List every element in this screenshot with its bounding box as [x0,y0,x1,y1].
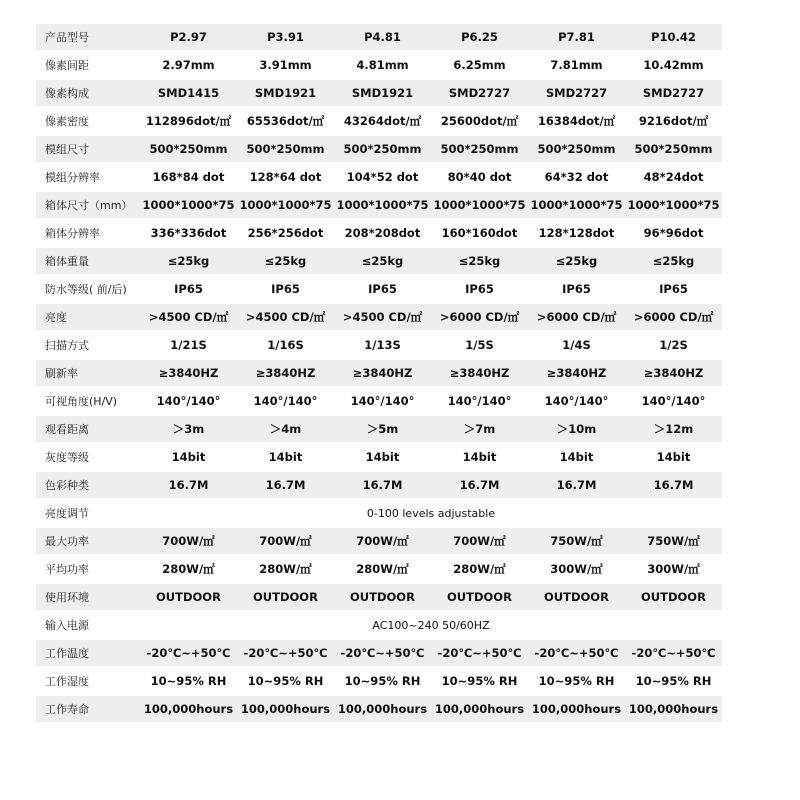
row-label: 输入电源 [36,612,140,640]
spec-value: 14bit [625,444,722,472]
spec-table [36,24,722,724]
row-label: 箱体尺寸（mm） [36,192,140,220]
spec-row [36,528,722,556]
spec-value: ＞10m [528,416,625,444]
spec-value: 16.7M [237,472,334,500]
spec-value: 16.7M [140,472,237,500]
spec-row [36,52,722,80]
spec-row [36,472,722,500]
spec-value: ≤25kg [625,248,722,276]
spec-value: ≥3840HZ [140,360,237,388]
spec-value: -20℃~+50℃ [431,640,528,668]
spec-row [36,332,722,360]
spec-value: ＞4m [237,416,334,444]
spec-value: 280W/㎡ [334,556,431,584]
spec-value-merged: 0-100 levels adjustable [140,500,722,528]
row-label: 最大功率 [36,528,140,556]
spec-value: 280W/㎡ [431,556,528,584]
spec-value: SMD2727 [625,80,722,108]
spec-value: IP65 [625,276,722,304]
spec-value: 14bit [140,444,237,472]
spec-row [36,416,722,444]
spec-value: 14bit [431,444,528,472]
spec-value: 1000*1000*75 [334,192,431,220]
spec-row [36,444,722,472]
spec-value: -20℃~+50℃ [334,640,431,668]
spec-value: OUTDOOR [528,584,625,612]
spec-value: 208*208dot [334,220,431,248]
spec-value: 1000*1000*75 [237,192,334,220]
spec-value: ≥3840HZ [625,360,722,388]
spec-value: 10~95% RH [334,668,431,696]
spec-value: SMD1921 [237,80,334,108]
spec-value: ≤25kg [431,248,528,276]
spec-value: 65536dot/㎡ [237,108,334,136]
spec-value: >4500 CD/㎡ [140,304,237,332]
spec-row [36,80,722,108]
spec-row [36,668,722,696]
row-label: 色彩种类 [36,472,140,500]
spec-value: 700W/㎡ [140,528,237,556]
spec-value-merged: AC100~240 50/60HZ [140,612,722,640]
spec-value: 96*96dot [625,220,722,248]
spec-value: 280W/㎡ [140,556,237,584]
row-label: 灰度等级 [36,444,140,472]
spec-value: 300W/㎡ [528,556,625,584]
spec-row [36,556,722,584]
spec-value: 500*250mm [237,136,334,164]
spec-value: 100,000hours [431,696,528,724]
spec-value: 6.25mm [431,52,528,80]
row-label: 像素间距 [36,52,140,80]
row-label: 亮度调节 [36,500,140,528]
spec-value: 14bit [237,444,334,472]
spec-value: 10~95% RH [431,668,528,696]
spec-value: 1000*1000*75 [625,192,722,220]
model-name: P2.97 [140,24,237,52]
spec-value: 16.7M [334,472,431,500]
spec-value: 10~95% RH [140,668,237,696]
spec-value: 256*256dot [237,220,334,248]
spec-value: 1/5S [431,332,528,360]
spec-value: 100,000hours [625,696,722,724]
spec-value: 140°/140° [237,388,334,416]
spec-value: -20℃~+50℃ [237,640,334,668]
spec-value: 336*336dot [140,220,237,248]
spec-value: 160*160dot [431,220,528,248]
spec-value: 500*250mm [431,136,528,164]
spec-row [36,500,722,528]
spec-value: 140°/140° [140,388,237,416]
row-label: 箱体重量 [36,248,140,276]
spec-row [36,304,722,332]
spec-value: 750W/㎡ [528,528,625,556]
spec-row [36,192,722,220]
spec-value: 1/21S [140,332,237,360]
row-label: 模组尺寸 [36,136,140,164]
spec-value: ＞7m [431,416,528,444]
spec-value: >6000 CD/㎡ [431,304,528,332]
spec-value: 100,000hours [334,696,431,724]
spec-row [36,696,722,724]
spec-value: OUTDOOR [625,584,722,612]
spec-value: SMD2727 [528,80,625,108]
spec-value: 500*250mm [625,136,722,164]
spec-value: ＞12m [625,416,722,444]
spec-value: ＞3m [140,416,237,444]
spec-value: IP65 [334,276,431,304]
spec-value: 140°/140° [625,388,722,416]
row-label: 使用环境 [36,584,140,612]
spec-value: 1000*1000*75 [140,192,237,220]
spec-value: >6000 CD/㎡ [625,304,722,332]
spec-value: 10.42mm [625,52,722,80]
row-label: 防水等级( 前/后) [36,276,140,304]
spec-value: IP65 [140,276,237,304]
spec-value: ≥3840HZ [528,360,625,388]
spec-value: 10~95% RH [528,668,625,696]
row-label: 可视角度(H/V) [36,388,140,416]
spec-value: 128*128dot [528,220,625,248]
spec-row [36,108,722,136]
spec-value: ≤25kg [334,248,431,276]
spec-value: 1/13S [334,332,431,360]
spec-value: 1/2S [625,332,722,360]
spec-row [36,136,722,164]
model-name: P3.91 [237,24,334,52]
spec-row [36,164,722,192]
spec-value: >6000 CD/㎡ [528,304,625,332]
spec-value: 500*250mm [334,136,431,164]
spec-value: 1/4S [528,332,625,360]
spec-value: 140°/140° [528,388,625,416]
row-label: 产品型号 [36,24,140,52]
spec-value: 14bit [528,444,625,472]
spec-value: OUTDOOR [140,584,237,612]
row-label: 扫描方式 [36,332,140,360]
row-label: 工作湿度 [36,668,140,696]
spec-value: 10~95% RH [237,668,334,696]
row-label: 工作温度 [36,640,140,668]
spec-row [36,388,722,416]
spec-value: -20℃~+50℃ [528,640,625,668]
model-name: P7.81 [528,24,625,52]
row-label: 工作寿命 [36,696,140,724]
spec-value: 80*40 dot [431,164,528,192]
model-name: P4.81 [334,24,431,52]
spec-value: 48*24dot [625,164,722,192]
spec-value: SMD2727 [431,80,528,108]
spec-value: 3.91mm [237,52,334,80]
spec-value: IP65 [431,276,528,304]
spec-row [36,640,722,668]
spec-value: 14bit [334,444,431,472]
spec-value: ≤25kg [528,248,625,276]
spec-table-body [36,24,722,724]
spec-value: -20℃~+50℃ [140,640,237,668]
spec-value: 16.7M [431,472,528,500]
spec-value: OUTDOOR [431,584,528,612]
spec-value: IP65 [528,276,625,304]
spec-value: OUTDOOR [237,584,334,612]
header-row [36,24,722,52]
spec-value: 64*32 dot [528,164,625,192]
spec-row [36,584,722,612]
spec-value: 7.81mm [528,52,625,80]
spec-value: 140°/140° [431,388,528,416]
spec-value: OUTDOOR [334,584,431,612]
spec-value: 43264dot/㎡ [334,108,431,136]
spec-value: 168*84 dot [140,164,237,192]
spec-value: 16.7M [625,472,722,500]
spec-value: 112896dot/㎡ [140,108,237,136]
spec-value: 16.7M [528,472,625,500]
row-label: 像素构成 [36,80,140,108]
spec-value: 16384dot/㎡ [528,108,625,136]
spec-value: 100,000hours [528,696,625,724]
spec-row [36,612,722,640]
spec-row [36,248,722,276]
spec-value: 100,000hours [237,696,334,724]
spec-row [36,220,722,248]
spec-value: 4.81mm [334,52,431,80]
spec-value: 300W/㎡ [625,556,722,584]
spec-value: 750W/㎡ [625,528,722,556]
spec-value: 1000*1000*75 [431,192,528,220]
row-label: 亮度 [36,304,140,332]
row-label: 像素密度 [36,108,140,136]
spec-value: 140°/140° [334,388,431,416]
spec-value: 10~95% RH [625,668,722,696]
spec-value: >4500 CD/㎡ [237,304,334,332]
spec-value: 700W/㎡ [237,528,334,556]
spec-value: 700W/㎡ [431,528,528,556]
spec-value: 500*250mm [140,136,237,164]
spec-value: 104*52 dot [334,164,431,192]
model-name: P6.25 [431,24,528,52]
spec-value: ＞5m [334,416,431,444]
spec-value: ≥3840HZ [237,360,334,388]
spec-value: 1000*1000*75 [528,192,625,220]
spec-value: 100,000hours [140,696,237,724]
row-label: 模组分辨率 [36,164,140,192]
spec-value: ≤25kg [140,248,237,276]
spec-value: 700W/㎡ [334,528,431,556]
spec-row [36,276,722,304]
model-name: P10.42 [625,24,722,52]
spec-value: -20℃~+50℃ [625,640,722,668]
spec-value: ≥3840HZ [431,360,528,388]
spec-value: 500*250mm [528,136,625,164]
spec-value: IP65 [237,276,334,304]
row-label: 刷新率 [36,360,140,388]
row-label: 平均功率 [36,556,140,584]
spec-value: ≤25kg [237,248,334,276]
spec-value: >4500 CD/㎡ [334,304,431,332]
spec-value: SMD1921 [334,80,431,108]
spec-value: 25600dot/㎡ [431,108,528,136]
row-label: 观看距离 [36,416,140,444]
spec-value: 1/16S [237,332,334,360]
spec-row [36,360,722,388]
spec-value: SMD1415 [140,80,237,108]
spec-value: 280W/㎡ [237,556,334,584]
spec-value: 2.97mm [140,52,237,80]
spec-value: ≥3840HZ [334,360,431,388]
spec-value: 128*64 dot [237,164,334,192]
row-label: 箱体分辨率 [36,220,140,248]
spec-value: 9216dot/㎡ [625,108,722,136]
